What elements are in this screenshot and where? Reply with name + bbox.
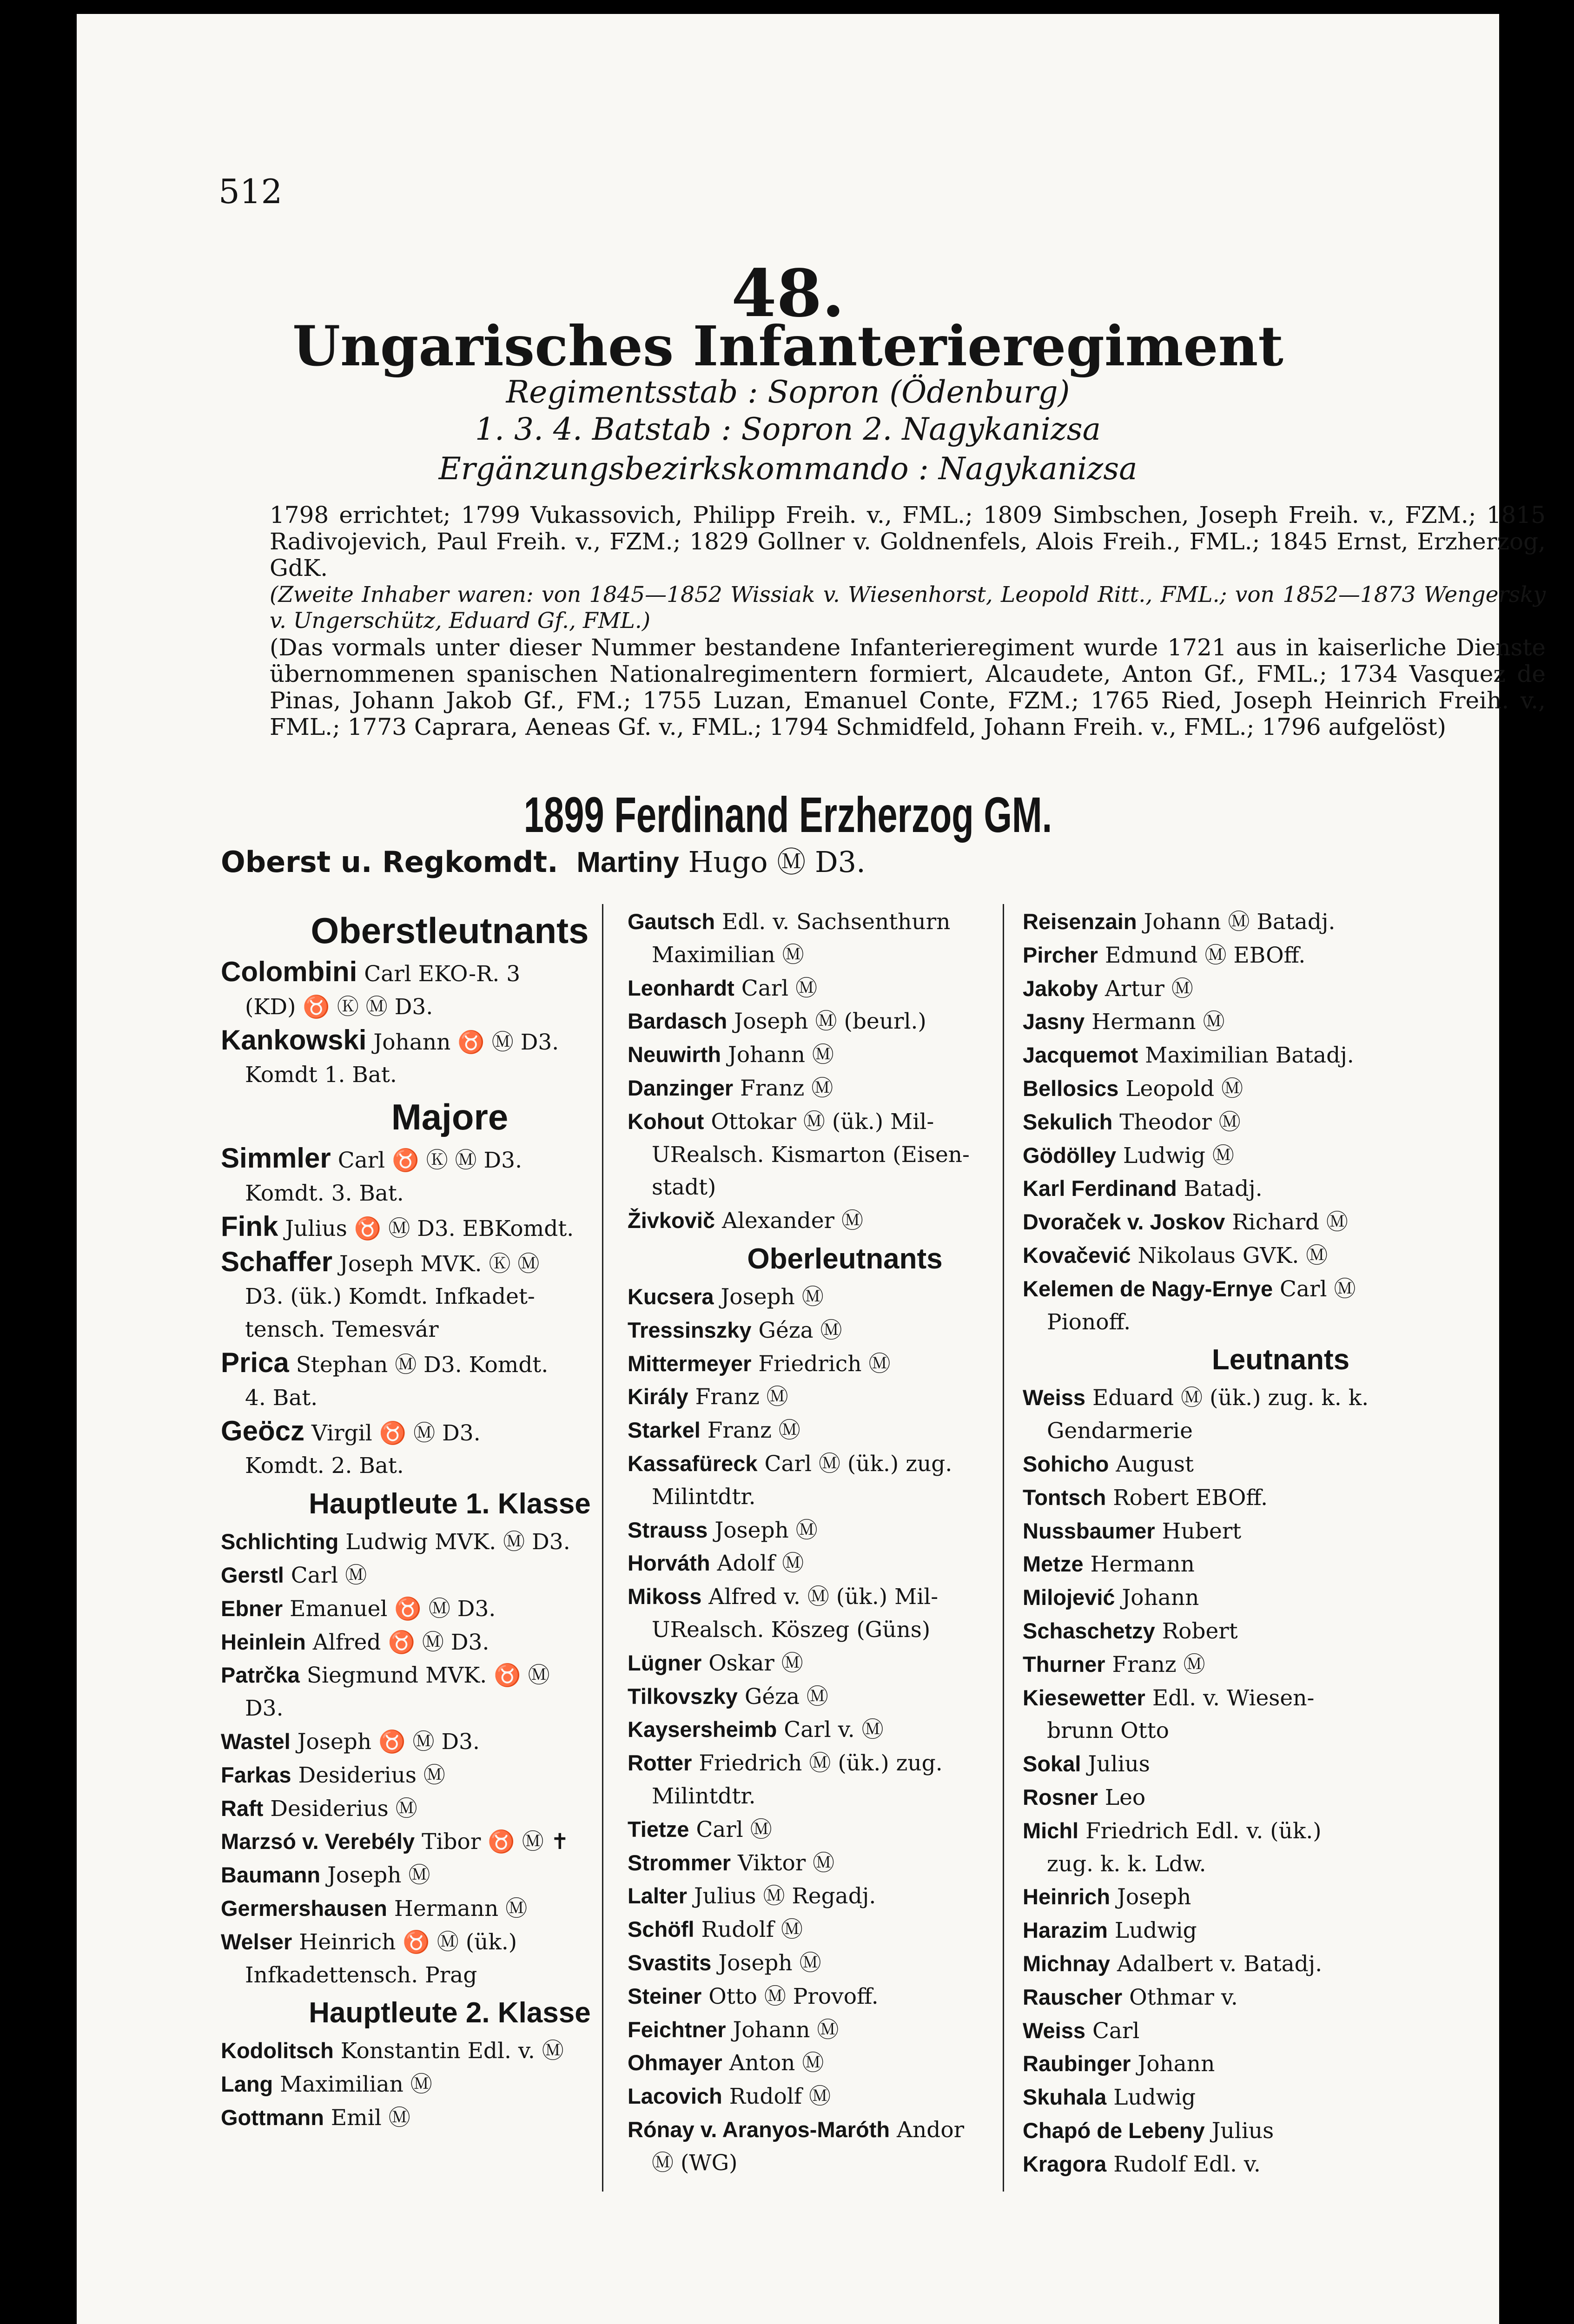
officer-details: Alfred v. Ⓜ (ük.) Mil- [708,1584,939,1610]
officer-details: Alfred ♉ Ⓜ D3. [312,1629,489,1655]
entry-continuation: Milintdtr. [652,1783,756,1809]
officer-details: Hubert [1162,1518,1242,1544]
officer-details: Siegmund MVK. ♉ Ⓜ [306,1663,550,1689]
officer-details: Franz Ⓜ [707,1418,800,1444]
officer-surname: Marzsó v. Verebély [221,1829,415,1854]
officer-entry [628,1380,1062,1414]
officer-details: Nikolaus GVK. Ⓜ [1138,1242,1328,1268]
officer-surname: Sekulich [1023,1109,1113,1134]
officer-details: Ludwig MVK. Ⓜ D3. [345,1529,570,1555]
officer-surname: Pircher [1023,942,1098,967]
officer-details: Viktor Ⓜ [737,1850,835,1876]
officer-entry [221,2101,679,2135]
officer-details: Desiderius Ⓜ [298,1762,445,1788]
officer-entry [628,2014,1062,2047]
officer-surname: Harazim [1023,1918,1108,1943]
officer-entry [628,1713,1062,1747]
rank-heading: Hauptleute 2. Klasse [309,1997,591,2029]
officer-surname: Raubinger [1023,2051,1131,2076]
entry-continuation: D3. (ük.) Komdt. Infkadet- [245,1284,535,1310]
officer-surname: Baumann [221,1862,321,1888]
officer-entry [628,2047,1062,2080]
officer-details: Leopold Ⓜ [1125,1076,1243,1102]
officer-details: Alexander Ⓜ [722,1208,863,1234]
officer-details: Joseph Ⓜ [718,1950,821,1976]
officer-details: Otto Ⓜ Provoff. [708,1983,879,2009]
officer-surname: Feichtner [628,2017,726,2042]
officer-details: Konstantin Edl. v. Ⓜ [340,2038,564,2064]
officer-entry [221,1926,679,1959]
officer-details: Virgil ♉ Ⓜ D3. [311,1420,481,1446]
officer-surname: Michnay [1023,1951,1111,1976]
officer-surname: Bardasch [628,1009,727,1034]
officer-surname: Strauss [628,1517,708,1542]
entry-continuation: (KD) ♉ Ⓚ Ⓜ D3. [245,994,433,1020]
rank-heading: Hauptleute 1. Klasse [309,1488,591,1520]
officer-entry [1023,2148,1539,2181]
officer-details: Joseph Ⓜ [327,1862,430,1888]
officer-surname: Kucsera [628,1284,714,1309]
officer-surname: Lacovich [628,2084,722,2109]
officer-surname: Simmler [221,1142,331,1174]
officer-entry [1023,2081,1539,2114]
officer-surname: Farkas [221,1762,291,1787]
officer-details: Johann [1138,2051,1215,2077]
officer-entry [1023,1139,1539,1173]
entry-continuation: URealsch. Kismarton (Eisen- [652,1142,970,1168]
officer-entry [221,1659,679,1692]
officer-surname: Jasny [1023,1009,1085,1034]
officer-entry [1023,1748,1539,1781]
officer-surname: Rauscher [1023,1984,1123,2009]
entry-continuation: Milintdtr. [652,1484,756,1510]
officer-surname: Schlichting [221,1529,339,1554]
officer-entry [1023,1239,1539,1273]
officer-details: Friedrich Edl. v. (ük.) [1085,1818,1322,1844]
officer-entry [1023,1005,1539,1039]
rank-heading: Leutnants [1211,1344,1350,1376]
officer-entry [1023,1072,1539,1106]
officer-details: Andor [897,2117,965,2143]
officer-details: Johann ♉ Ⓜ D3. [373,1029,559,1055]
colonel-name: Martiny [576,846,679,878]
officer-entry [1023,1206,1539,1239]
officer-details: Edl. v. Wiesen- [1152,1685,1315,1711]
officer-surname: Strommer [628,1850,731,1875]
officer-surname: Geöcz [221,1415,305,1446]
entry-continuation: D3. [245,1696,284,1722]
officer-surname: Reisenzain [1023,909,1137,934]
officer-details: August [1116,1451,1194,1477]
officer-surname: Steiner [628,1983,702,2008]
officer-entry [1023,1481,1539,1515]
officer-surname: Živkovič [628,1208,715,1233]
officer-details: Carl Ⓜ [696,1816,772,1842]
officer-entry [628,1447,1062,1481]
history-second-owners: (Zweite Inhaber waren: von 1845—1852 Wissiak v. Wiesenhorst, Leopold Ritt., FML.; von 1852—1873 Wengersky v. Ungerschütz, Eduard Gf., FML.) [270,582,1546,634]
entry-continuation: URealsch. Köszeg (Güns) [652,1617,931,1643]
officer-entry [1023,2014,1539,2048]
officer-details: Edmund Ⓜ EBOff. [1104,942,1306,968]
officer-entry [1023,1881,1539,1914]
officer-entry [628,1747,1062,1780]
officer-surname: Rónay v. Aranyos-Maróth [628,2117,890,2142]
rank-heading: Majore [391,1096,509,1138]
officer-entry [1023,1682,1539,1715]
officer-surname: Germershausen [221,1895,387,1921]
officer-entry [1023,1914,1539,1948]
officer-surname: Lang [221,2072,273,2097]
page-sheet [77,14,1546,2324]
entry-continuation: tensch. Temesvár [245,1317,439,1343]
officer-entry [628,1347,1062,1381]
officer-details: Rudolf Ⓜ [701,1917,803,1943]
entry-continuation: Komdt. 3. Bat. [245,1180,404,1206]
officer-entry [1023,939,1539,972]
officer-details: Tibor ♉ Ⓜ ✝ [422,1829,569,1855]
officer-details: Joseph Ⓜ [714,1517,818,1543]
officer-entry [628,1647,1062,1680]
officer-surname: Lalter [628,1883,687,1908]
officer-details: Carl Ⓜ (ük.) zug. [764,1451,952,1477]
history-former-regiment: (Das vormals unter dieser Nummer bestandene Infanterieregiment wurde 1721 aus in kaiserliche Dienste übernommenen spanischen Nationalregimentern formiert, Alcaudete, Anton Gf., FML.; 1734 Vasquez de Pinas, Johann Jakob Gf., FM.; 1755 Luzan, Emanuel Conte, FZM.; 1765 Ried, Joseph Heinrich Freih. v., FML.; 1773 Caprara, Aeneas Gf. v., FML.; 1794 Schmidfeld, Johann Freih. v., FML.; 1796 aufgelöst) [270,634,1546,740]
officer-details: Johann Ⓜ [733,2017,839,2043]
officer-surname: Rosner [1023,1784,1098,1809]
entry-continuation: stadt) [652,1175,716,1201]
officer-entry [1023,1615,1539,1648]
officer-surname: Chapó de Lebeny [1023,2118,1205,2143]
officer-details: Carl Ⓜ [291,1562,367,1588]
officer-surname: Kassafüreck [628,1451,758,1476]
officer-surname: Tilkovszky [628,1684,738,1709]
officer-details: Ludwig Ⓜ [1123,1142,1234,1169]
officer-surname: Tietze [628,1816,689,1842]
officer-details: Carl v. Ⓜ [784,1717,884,1743]
officer-surname: Tressinszky [628,1317,752,1342]
officer-details: Friedrich Ⓜ [758,1351,891,1377]
officer-entry [628,1913,1062,1947]
officer-details: Julius Ⓜ Regadj. [694,1883,876,1909]
officer-details: Leo [1104,1784,1146,1810]
officer-entry [221,1142,679,1177]
officer-details: Carl ♉ Ⓚ Ⓜ D3. [337,1148,522,1174]
officer-surname: Kiesewetter [1023,1685,1145,1710]
officer-details: Desiderius Ⓜ [270,1796,417,1822]
officer-details: Rudolf Ⓜ [729,2084,831,2110]
officer-details: Artur Ⓜ [1104,976,1193,1002]
officer-details: Robert EBOff. [1113,1485,1268,1511]
officer-entry [628,1005,1062,1038]
officer-surname: Patrčka [221,1663,300,1688]
officer-details: Oskar Ⓜ [708,1650,803,1676]
officer-surname: Skuhala [1023,2085,1107,2110]
officer-details: Theodor Ⓜ [1119,1109,1241,1135]
officer-entry [221,1559,679,1592]
officer-entry [221,956,679,991]
officer-surname: Starkel [628,1418,701,1443]
officer-surname: Horváth [628,1551,710,1576]
officer-details: Hermann [1090,1552,1195,1578]
recruiting-district-line: Ergänzungsbezirkskommando : Nagykanizsa [438,451,1138,487]
officer-details: Maximilian Batadj. [1145,1043,1354,1069]
colonel-details: Hugo Ⓜ D3. [688,845,866,879]
officer-details: Joseph [1117,1884,1191,1910]
officer-entry [628,1847,1062,1880]
officer-surname: Mittermeyer [628,1351,752,1376]
officer-entry [628,1204,1062,1238]
officer-surname: Schaschetzy [1023,1618,1155,1643]
officer-column-3 [1023,905,1539,2181]
officer-entry [221,1024,679,1059]
officer-surname: Wastel [221,1729,291,1754]
page-number: 512 [218,172,283,211]
history-founding: 1798 errichtet; 1799 Vukassovich, Philipp Freih. v., FML.; 1809 Simbschen, Joseph Freih. v., FZM.; 1815 Radivojevich, Paul Freih. v., FZM.; 1829 Gollner v. Goldnenfels, Alois Freih., FML.; 1845 Ernst, Erzherzog, GdK. [270,502,1546,581]
officer-details: Edl. v. Sachsenthurn [722,909,951,935]
officer-surname: Weiss [1023,1385,1085,1410]
officer-entry [221,1210,679,1246]
officer-surname: Kelemen de Nagy-Ernye [1023,1276,1273,1301]
officer-surname: Ebner [221,1596,283,1621]
officer-details: Géza Ⓜ [744,1684,828,1710]
officer-details: Joseph Ⓜ (beurl.) [734,1009,926,1035]
officer-entry [1023,2047,1539,2081]
officer-surname: Kovačević [1023,1242,1131,1268]
officer-entry [1023,1581,1539,1615]
officer-surname: Lügner [628,1650,702,1675]
officer-surname: Heinrich [1023,1884,1111,1909]
officer-entry [628,972,1062,1005]
rank-heading: Oberleutnants [747,1242,943,1275]
officer-details: Adolf Ⓜ [717,1551,804,1577]
officer-details: Heinrich ♉ Ⓜ (ük.) [299,1929,517,1955]
officer-surname: Rotter [628,1750,692,1776]
officer-surname: Kohout [628,1109,704,1134]
officer-entry [628,905,1062,939]
officer-entry [1023,1948,1539,1981]
officer-entry [1023,2114,1539,2148]
officer-entry [221,1525,679,1559]
officer-entry [221,1415,679,1450]
officer-surname: Karl Ferdinand [1023,1176,1177,1201]
officer-details: Carl Ⓜ [1280,1276,1356,1302]
regiment-number: 48. [731,256,845,332]
officer-entry [1023,972,1539,1006]
officer-entry [1023,1039,1539,1072]
colonel-label: Oberst u. Regkomdt. [221,845,558,879]
officer-surname: Kragora [1023,2151,1107,2176]
officer-surname: Weiss [1023,2018,1085,2043]
officer-details: Hermann Ⓜ [1091,1009,1225,1035]
entry-continuation: Infkadettensch. Prag [245,1962,477,1988]
officer-surname: Prica [221,1347,289,1378]
officer-surname: Jacquemot [1023,1043,1138,1068]
officer-entry [1023,1172,1539,1206]
officer-entry [628,1105,1062,1139]
officer-surname: Király [628,1384,688,1409]
officer-entry [221,2034,679,2068]
regiment-title: Ungarisches Infanterieregiment [292,314,1283,378]
officer-details: Robert [1162,1618,1238,1644]
officer-surname: Gödöllеy [1023,1142,1117,1168]
officer-entry [628,2080,1062,2113]
officer-details: Carl Ⓜ [741,975,818,1001]
officer-surname: Sohicho [1023,1451,1109,1476]
officer-surname: Sokal [1023,1751,1081,1776]
officer-surname: Leonhardt [628,975,734,1000]
officer-surname: Schöfl [628,1917,694,1942]
officer-details: Johann [1122,1585,1199,1611]
officer-surname: Mikoss [628,1584,702,1609]
entry-continuation: Komdt. 2. Bat. [245,1453,404,1479]
officer-entry [628,1038,1062,1072]
officer-entry [221,1592,679,1626]
officer-entry [628,1514,1062,1547]
officer-details: Franz Ⓜ [1112,1651,1205,1677]
officer-surname: Dvoraček v. Joskov [1023,1209,1225,1235]
officer-entry [628,1314,1062,1347]
officer-surname: Welser [221,1929,292,1954]
regimental-staff-line: Regimentsstab : Sopron (Ödenburg) [506,374,1070,410]
officer-surname: Fink [221,1210,278,1242]
officer-details: Othmar v. [1129,1984,1238,2010]
officer-details: Carl EKO-R. 3 [364,961,521,987]
officer-details: Richard Ⓜ [1232,1209,1348,1235]
officer-surname: Bellosics [1023,1076,1119,1101]
officer-details: Stephan Ⓜ D3. Komdt. [296,1352,549,1378]
officer-entry [1023,1106,1539,1139]
officer-surname: Neuwirth [628,1042,721,1067]
officer-surname: Michl [1023,1818,1079,1843]
officer-entry [221,1626,679,1659]
officer-surname: Kankowski [221,1024,367,1056]
officer-details: Carl [1092,2018,1140,2044]
entry-continuation: Komdt 1. Bat. [245,1062,397,1088]
officer-details: Julius [1211,2118,1274,2144]
officer-entry [221,1246,679,1281]
officer-entry [628,1414,1062,1447]
officer-surname: Danzinger [628,1075,734,1100]
officer-surname: Gautsch [628,909,715,934]
rank-heading: Oberstleutnants [311,910,589,951]
officer-surname: Schaffer [221,1246,333,1277]
officer-column-1 [221,905,679,2135]
officer-surname: Colombini [221,956,357,987]
officer-entry [1023,1548,1539,1581]
officer-surname: Milojević [1023,1585,1115,1610]
officer-details: Ludwig [1113,2085,1196,2111]
officer-entry [628,1880,1062,1913]
officer-surname: Raft [221,1796,264,1821]
officer-entry [1023,1273,1539,1306]
officer-details: Franz Ⓜ [740,1075,833,1101]
officer-entry [1023,1381,1539,1415]
officer-entry [221,2068,679,2101]
officer-entry [628,1547,1062,1580]
officer-surname: Tontsch [1023,1485,1106,1510]
officer-surname: Kodolitsch [221,2038,334,2063]
entry-continuation: brunn Otto [1047,1718,1169,1744]
officer-surname: Gottmann [221,2105,324,2130]
officer-details: Franz Ⓜ [695,1384,788,1410]
officer-entry [221,1759,679,1792]
officer-entry [221,1892,679,1926]
officer-entry [1023,1781,1539,1815]
officer-details: Friedrich Ⓜ (ük.) zug. [699,1750,943,1776]
entry-continuation: zug. k. k. Ldw. [1047,1851,1206,1877]
officer-details: Rudolf Edl. v. [1113,2151,1261,2177]
officer-surname: Heinlein [221,1629,306,1654]
regiment-owner: 1899 Ferdinand Erzherzog GM. [523,786,1052,843]
officer-details: Hermann Ⓜ [394,1895,528,1921]
officer-column-2 [628,905,1062,2179]
officer-details: Joseph Ⓜ [721,1284,824,1310]
officer-surname: Gerstl [221,1562,284,1587]
entry-continuation: Pionoff. [1047,1309,1131,1335]
officer-entry [221,1347,679,1382]
officer-entry [628,1980,1062,2014]
officer-entry [1023,1515,1539,1548]
entry-continuation: 4. Bat. [245,1385,318,1411]
officer-entry [1023,1981,1539,2014]
entry-continuation: Ⓜ (WG) [652,2150,738,2176]
officer-details: Géza Ⓜ [758,1317,842,1343]
officer-details: Anton Ⓜ [729,2050,824,2076]
officer-entry [1023,1815,1539,1848]
officer-surname: Ohmayer [628,2050,722,2075]
officer-entry [1023,905,1539,939]
officer-entry [1023,1448,1539,1481]
officer-entry [221,1725,679,1759]
officer-entry [628,1680,1062,1714]
officer-details: Eduard Ⓜ (ük.) zug. k. k. [1092,1385,1369,1411]
officer-details: Emanuel ♉ Ⓜ D3. [290,1596,496,1622]
officer-entry [221,1859,679,1892]
officer-surname: Thurner [1023,1651,1105,1677]
officer-entry [628,1072,1062,1105]
officer-details: Joseph ♉ Ⓜ D3. [297,1729,480,1755]
officer-surname: Svastits [628,1950,712,1975]
entry-continuation: Maximilian Ⓜ [652,942,804,968]
colonel-entry [221,839,866,880]
officer-entry [628,1947,1062,1980]
officer-details: Emil Ⓜ [331,2105,410,2131]
officer-details: Julius ♉ Ⓜ D3. EBKomdt. [285,1215,574,1241]
officer-surname: Jakoby [1023,976,1098,1001]
officer-details: Ludwig [1114,1918,1197,1944]
officer-details: Joseph MVK. Ⓚ Ⓜ [339,1251,540,1277]
battalion-staff-line: 1. 3. 4. Batstab : Sopron 2. Nagykanizsa [475,411,1101,447]
officer-entry [221,1792,679,1826]
officer-details: Johann Ⓜ [728,1042,834,1068]
officer-entry [628,2113,1062,2147]
officer-surname: Kaysersheimb [628,1717,777,1742]
officer-entry [1023,1648,1539,1682]
officer-details: Johann Ⓜ Batadj. [1144,909,1336,935]
officer-details: Adalbert v. Batadj. [1117,1951,1323,1977]
officer-details: Batadj. [1184,1176,1263,1202]
officer-details: Julius [1088,1751,1150,1777]
officer-details: Maximilian Ⓜ [280,2072,432,2098]
entry-continuation: Gendarmerie [1047,1418,1193,1444]
officer-entry [628,1813,1062,1847]
officer-entry [628,1281,1062,1314]
officer-details: Ottokar Ⓜ (ük.) Mil- [711,1109,934,1135]
officer-entry [628,1580,1062,1614]
officer-surname: Metze [1023,1552,1084,1577]
officer-surname: Nussbaumer [1023,1518,1155,1543]
officer-entry [221,1825,679,1859]
